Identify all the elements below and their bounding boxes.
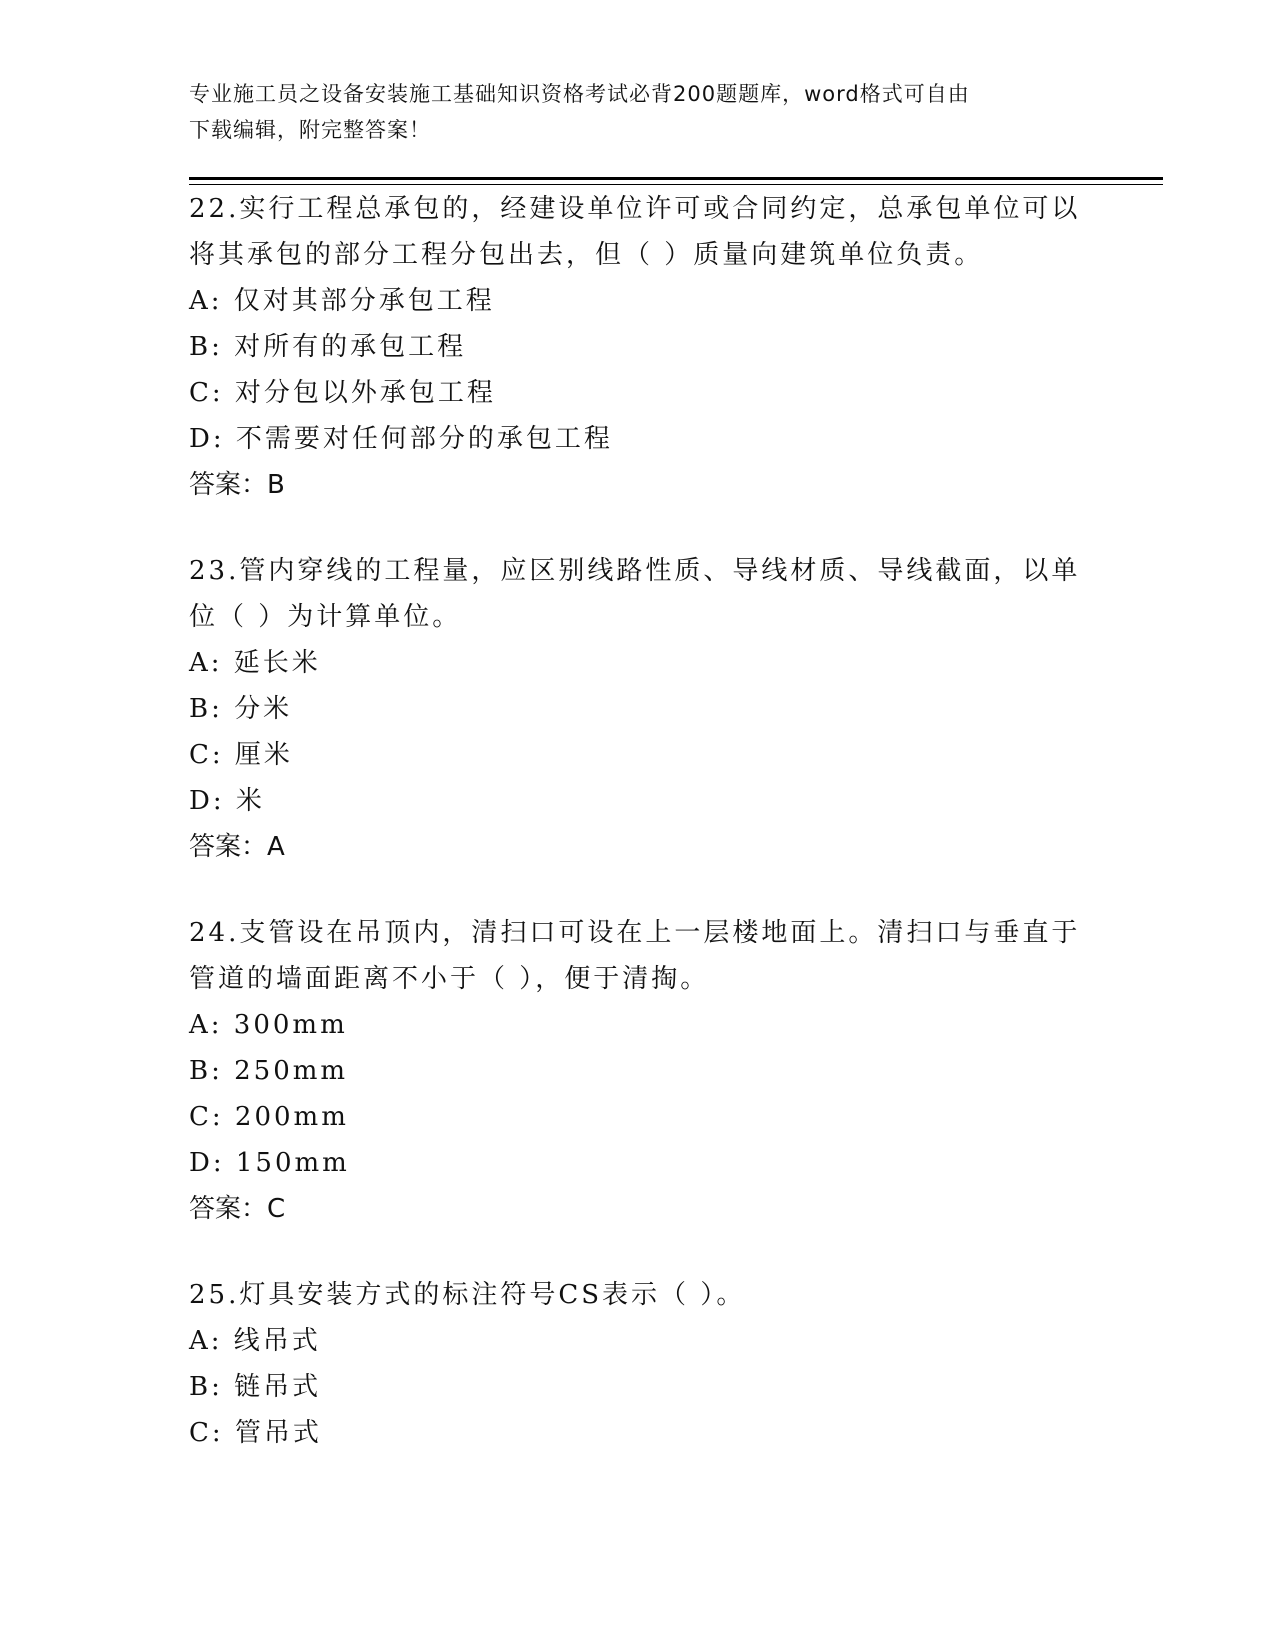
question-text-line: 25.灯具安装方式的标注符号CS表示（ ）。 (189, 1280, 746, 1310)
question-text-line: 24.支管设在吊顶内，清扫口可设在上一层楼地面上。清扫口与垂直于 (189, 918, 1081, 948)
option-a: A: 延长米 (189, 648, 321, 678)
question-text-line: 22.实行工程总承包的，经建设单位许可或合同约定，总承包单位可以 (189, 194, 1081, 224)
header-divider-thick (189, 177, 1163, 180)
answer-label: 答案：C (189, 1194, 286, 1224)
answer-label: 答案：B (189, 470, 285, 500)
option-c: C: 管吊式 (189, 1418, 322, 1448)
option-a: A: 线吊式 (189, 1326, 321, 1356)
question-text-line: 将其承包的部分工程分包出去，但（ ）质量向建筑单位负责。 (189, 240, 984, 270)
option-d: D: 不需要对任何部分的承包工程 (189, 424, 613, 454)
header-line-2: 下载编辑，附完整答案！ (189, 118, 431, 142)
option-b: B: 250mm (189, 1056, 349, 1086)
option-c: C: 200mm (189, 1102, 349, 1132)
header-divider-thin (189, 184, 1163, 185)
option-a: A: 300mm (189, 1010, 348, 1040)
option-b: B: 对所有的承包工程 (189, 332, 467, 362)
question-text-line: 23.管内穿线的工程量，应区别线路性质、导线材质、导线截面，以单 (189, 556, 1081, 586)
answer-label: 答案：A (189, 832, 285, 862)
option-a: A: 仅对其部分承包工程 (189, 286, 495, 316)
question-text-line: 管道的墙面距离不小于（ ），便于清掏。 (189, 964, 710, 994)
header-line-1: 专业施工员之设备安装施工基础知识资格考试必背200题题库，word格式可自由 (189, 82, 970, 106)
option-b: B: 分米 (189, 694, 293, 724)
option-d: D: 米 (189, 786, 265, 816)
question-22 (189, 186, 1089, 508)
question-24 (189, 910, 1089, 1232)
option-b: B: 链吊式 (189, 1372, 322, 1402)
option-c: C: 对分包以外承包工程 (189, 378, 496, 408)
question-25 (189, 1272, 1089, 1456)
document-header (189, 76, 1089, 148)
question-23 (189, 548, 1089, 870)
option-d: D: 150mm (189, 1148, 350, 1178)
option-c: C: 厘米 (189, 740, 293, 770)
question-text-line: 位（ ）为计算单位。 (189, 602, 462, 632)
